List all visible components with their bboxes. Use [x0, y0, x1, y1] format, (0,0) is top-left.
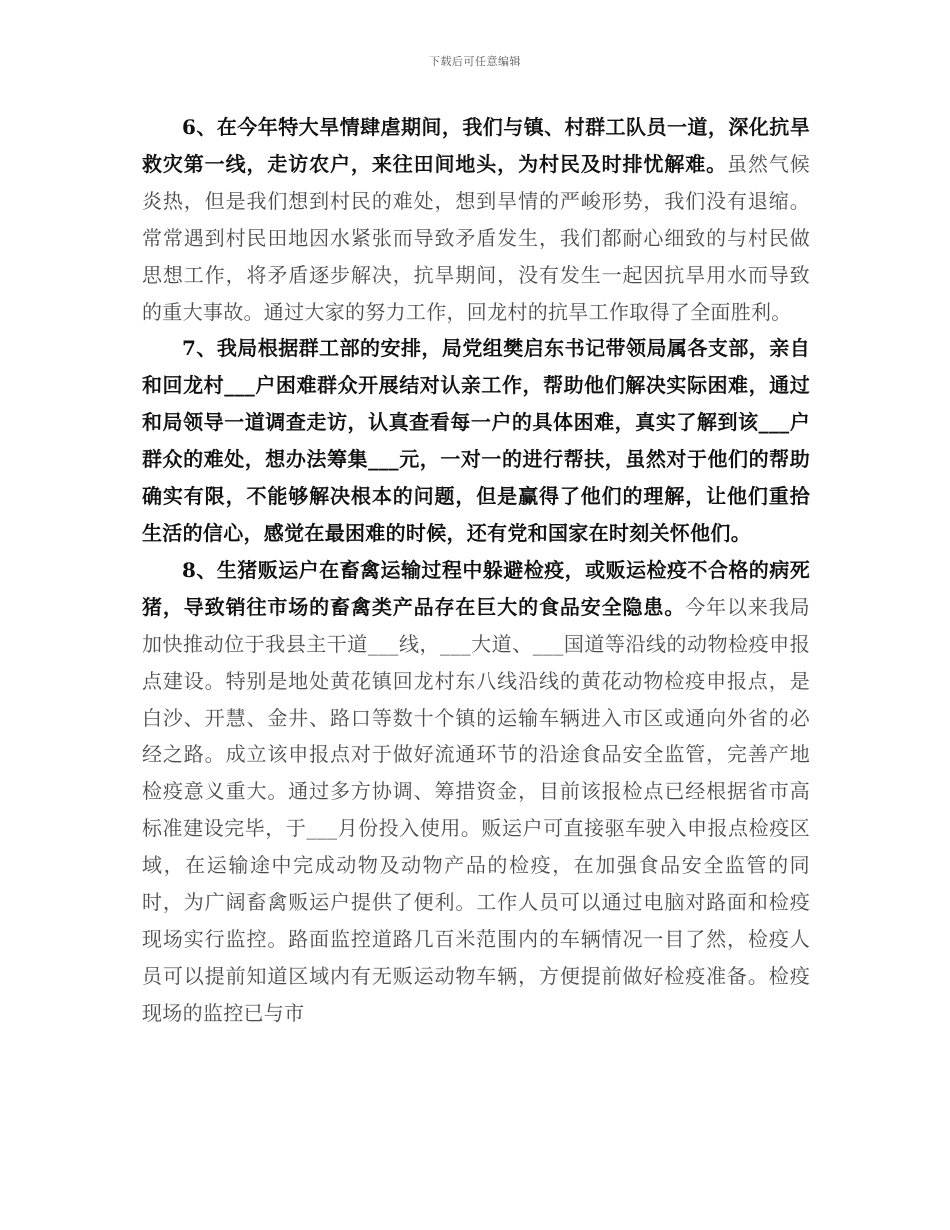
paragraph-8 [142, 552, 810, 1032]
document-body [142, 109, 810, 1032]
paragraph-7-bold: 7、我局根据群工部的安排，局党组樊启东书记带领局属各支部，亲自和回龙村___户困难群众开展结对认亲工作，帮助他们解决实际困难，通过和局领导一道调查走访，认真查看每一户的具体困难，真实了解到该___户群众的难处，想办法筹集___元，一对一的进行帮扶，虽然对于他们的帮助确实有限，不能够解决根本的问题，但是赢得了他们的理解，让他们重拾生活的信心，感觉在最困难的时候，还有党和国家在时刻关怀他们。 [142, 336, 810, 545]
paragraph-6 [142, 109, 810, 330]
paragraph-7 [142, 330, 810, 551]
paragraph-6-normal: 虽然气候炎热，但是我们想到村民的难处，想到旱情的严峻形势，我们没有退缩。常常遇到村民田地因水紧张而导致矛盾发生，我们都耐心细致的与村民做思想工作，将矛盾逐步解决，抗旱期间，没有发生一起因抗旱用水而导致的重大事故。通过大家的努力工作，回龙村的抗旱工作取得了全面胜利。 [142, 151, 810, 324]
paragraph-8-bold: 8、生猪贩运户在畜禽运输过程中躲避检疫，或贩运检疫不合格的病死猪，导致销往市场的畜禽类产品存在巨大的食品安全隐患。 [142, 557, 810, 619]
page-header: 下载后可任意编辑 [429, 55, 521, 68]
paragraph-6-bold: 6、在今年特大旱情肆虐期间，我们与镇、村群工队员一道，深化抗旱救灾第一线，走访农户，来往田间地头，为村民及时排忧解难。 [142, 115, 810, 176]
paragraph-8-normal: 今年以来我局加快推动位于我县主干道___线，___大道、___国道等沿线的动物检疫申报点建设。特别是地处黄花镇回龙村东八线沿线的黄花动物检疫申报点，是白沙、开慧、金井、路口等数十个镇的运输车辆进入市区或通向外省的必经之路。成立该申报点对于做好流通环节的沿途食品安全监管，完善产地检疫意义重大。通过多方协调、筹措资金，目前该报检点已经根据省市高标准建设完毕，于___月份投入使用。贩运户可直接驱车驶入申报点检疫区域，在运输途中完成动物及动物产品的检疫，在加强食品安全监管的同时，为广阔畜禽贩运户提供了便利。工作人员可以通过电脑对路面和检疫现场实行监控。路面监控道路几百米范围内的车辆情况一目了然，检疫人员可以提前知道区域内有无贩运动物车辆，方便提前做好检疫准备。检疫现场的监控已与市 [142, 594, 810, 1025]
